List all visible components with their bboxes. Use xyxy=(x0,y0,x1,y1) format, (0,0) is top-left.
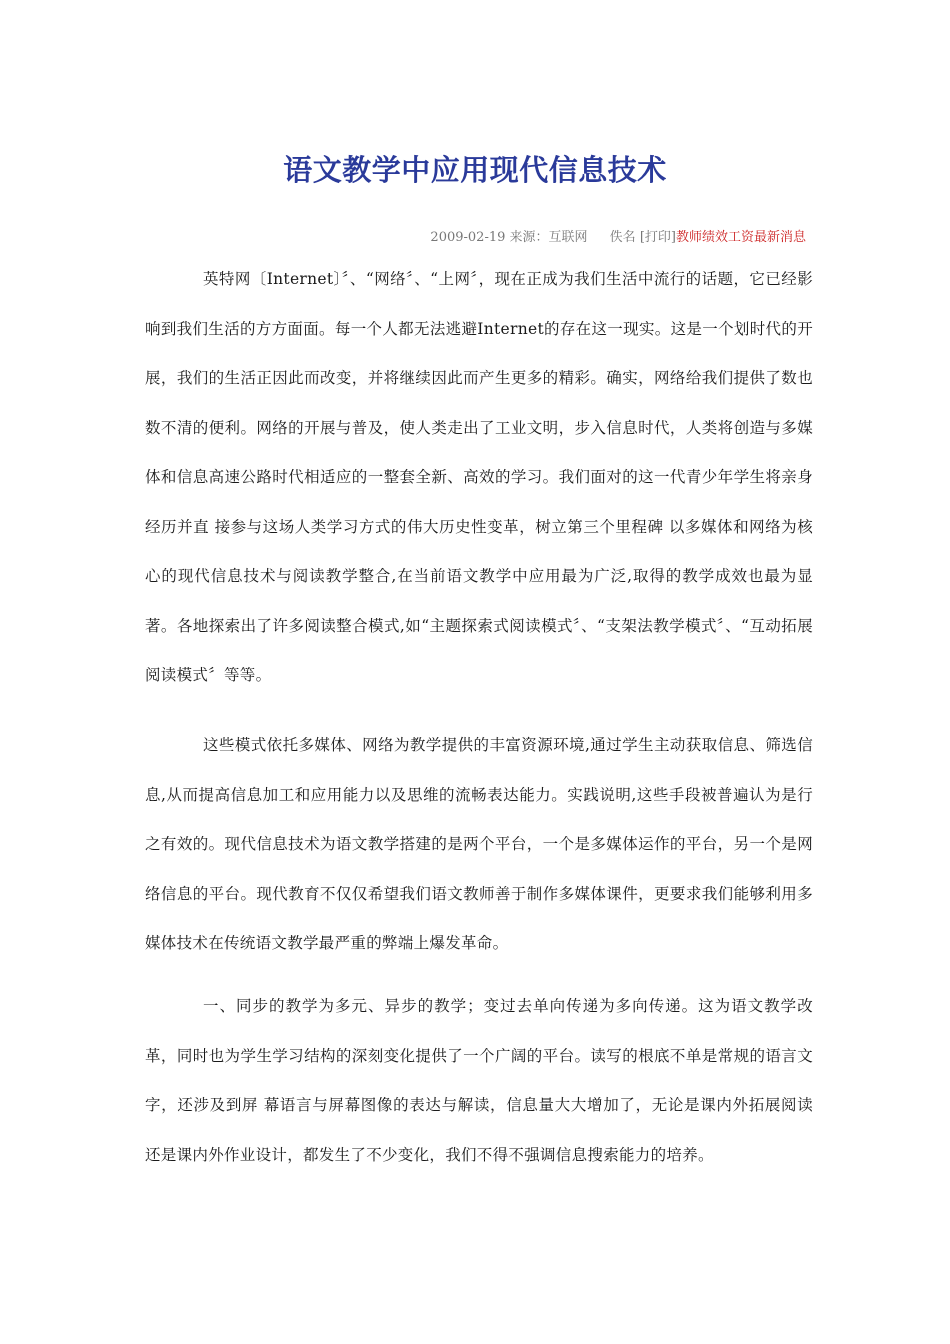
paragraph-2: 这些模式依托多媒体、网络为教学提供的丰富资源环境,通过学生主动获取信息、筛选信息,从而提高信息加工和应用能力以及思维的流畅表达能力。实践说明,这些手段被普遍认为是行之有效的。现代信息技术为语文教学搭建的是两个平台，一个是多媒体运作的平台，另一个是网络信息的平台。现代教育不仅仅希望我们语文教师善于制作多媒体课件，更要求我们能够利用多媒体技术在传统语文教学最严重的弊端上爆发革命。 xyxy=(145,736,813,952)
related-news-link[interactable]: 教师绩效工资最新消息 xyxy=(675,230,806,245)
source-label: 来源：互联网 xyxy=(509,230,588,245)
print-link[interactable]: [打印] xyxy=(639,230,676,245)
publish-date: 2009-02-19 xyxy=(430,230,506,245)
author-name: 佚名 xyxy=(609,230,636,245)
page-title: 语文教学中应用现代信息技术 xyxy=(283,153,667,187)
article-meta xyxy=(430,226,806,245)
paragraph-3: 一、同步的教学为多元、异步的教学；变过去单向传递为多向传递。这为语文教学改革，同时也为学生学习结构的深刻变化提供了一个广阔的平台。读写的根底不单是常规的语言文字，还涉及到屏 幕语言与屏幕图像的表达与解读，信息量大大增加了，无论是课内外拓展阅读还是课内外作业设计，都发生了不少变化，我们不得不强调信息搜索能力的培养。 xyxy=(145,997,813,1164)
paragraph-1: 英特网〔Internet〕〞、“网络〞、“上网〞，现在正成为我们生活中流行的话题，它已经影响到我们生活的方方面面。每一个人都无法逃避Internet的存在这一现实。这是一个划时代的开展，我们的生活正因此而改变，并将继续因此而产生更多的精彩。确实，网络给我们提供了数也数不清的便利。网络的开展与普及，使人类走出了工业文明，步入信息时代，人类将创造与多媒体和信息高速公路时代相适应的一整套全新、高效的学习。我们面对的这一代青少年学生将亲身经历并直 接参与这场人类学习方式的伟大历史性变革，树立第三个里程碑 以多媒体和网络为核心的现代信息技术与阅读教学整合,在当前语文教学中应用最为广泛,取得的教学成效也最为显著。各地探索出了许多阅读整合模式,如“主题探索式阅读模式〞、“支架法教学模式〞、“互动拓展阅读模式〞等等。 xyxy=(145,270,813,684)
